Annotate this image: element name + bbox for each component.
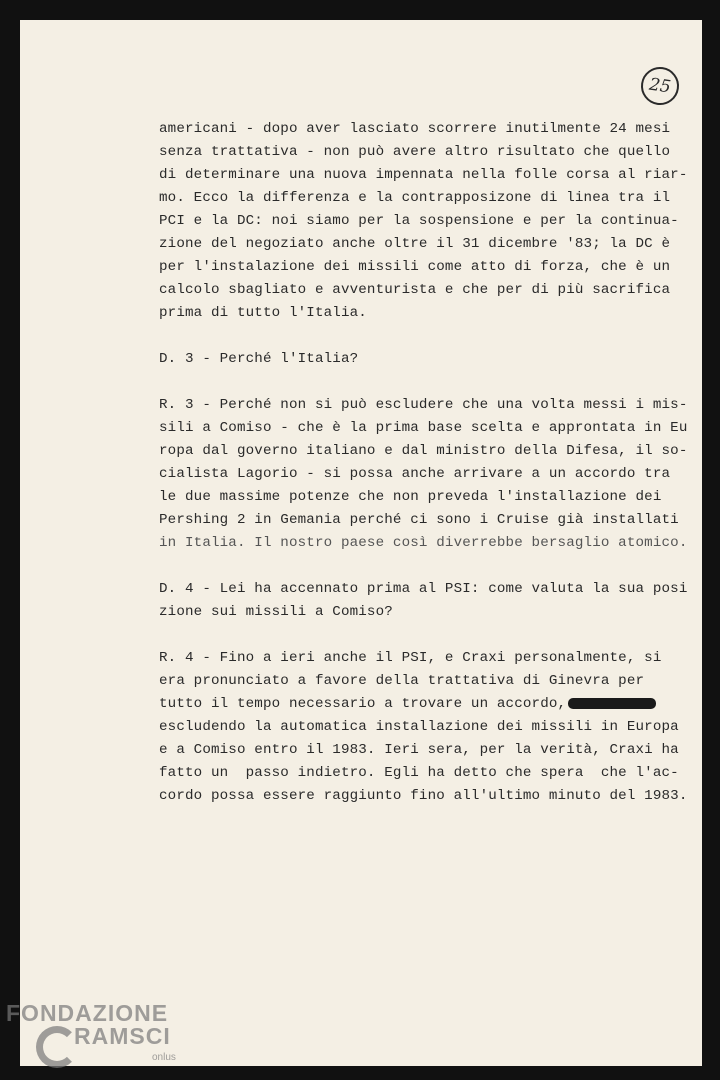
answer-line: sili a Comiso - che è la prima base scelta e approntata in Eu bbox=[159, 420, 688, 436]
text-line: di determinare una nuova impennata nella folle corsa al riar- bbox=[159, 167, 688, 183]
text-line: per l'instalazione dei missili come atto di forza, che è un bbox=[159, 259, 671, 275]
watermark-line1: FONDAZIONE bbox=[6, 1000, 169, 1026]
answer-line: Pershing 2 in Gemania perché ci sono i Cruise già installati bbox=[159, 512, 679, 528]
question-line: D. 3 - Perché l'Italia? bbox=[159, 351, 359, 367]
answer-line: fatto un passo indietro. Egli ha detto che spera che l'ac- bbox=[159, 765, 679, 781]
answer-line: in Italia. Il nostro paese così diverrebbe bersaglio atomico. bbox=[159, 535, 688, 551]
answer-line: cordo possa essere raggiunto fino all'ultimo minuto del 1983. bbox=[159, 788, 688, 804]
answer-line: cialista Lagorio - si possa anche arrivare a un accordo tra bbox=[159, 466, 671, 482]
text-line: senza trattativa - non può avere altro risultato che quello bbox=[159, 144, 671, 160]
typed-text-body bbox=[159, 118, 688, 808]
text-line: calcolo sbagliato e avventurista e che per di più sacrifica bbox=[159, 282, 671, 298]
text-line: mo. Ecco la differenza e la contrapposizone di linea tra il bbox=[159, 190, 671, 206]
answer-line: le due massime potenze che non preveda l'installazione dei bbox=[159, 489, 662, 505]
answer-line-with-redaction bbox=[159, 693, 659, 716]
answer-line: escludendo la automatica installazione dei missili in Europa bbox=[159, 719, 679, 735]
question-line: D. 4 - Lei ha accennato prima al PSI: come valuta la sua posi bbox=[159, 581, 688, 597]
text-line: zione del negoziato anche oltre il 31 dicembre '83; la DC è bbox=[159, 236, 671, 252]
question-line: zione sui missili a Comiso? bbox=[159, 604, 393, 620]
answer-line-text: tutto il tempo necessario a trovare un accordo, bbox=[159, 696, 567, 712]
answer-line: R. 3 - Perché non si può escludere che una volta messi i mis- bbox=[159, 397, 688, 413]
text-line: prima di tutto l'Italia. bbox=[159, 305, 367, 321]
redaction-mark bbox=[568, 698, 656, 709]
page-number: 25 bbox=[639, 65, 682, 108]
text-line: PCI e la DC: noi siamo per la sospensione e per la continua- bbox=[159, 213, 679, 229]
text-line: americani - dopo aver lasciato scorrere inutilmente 24 mesi bbox=[159, 121, 671, 137]
answer-line: ropa dal governo italiano e dal ministro della Difesa, il so- bbox=[159, 443, 688, 459]
watermark-line2: RAMSCI bbox=[74, 1023, 171, 1049]
watermark-g-logo-icon bbox=[36, 1026, 78, 1068]
answer-line: e a Comiso entro il 1983. Ieri sera, per la verità, Craxi ha bbox=[159, 742, 679, 758]
watermark-onlus: onlus bbox=[152, 1052, 176, 1063]
answer-line: era pronunciato a favore della trattativa di Ginevra per bbox=[159, 673, 645, 689]
fondazione-gramsci-watermark bbox=[4, 1000, 194, 1076]
document-page bbox=[20, 20, 702, 1066]
answer-line: R. 4 - Fino a ieri anche il PSI, e Craxi personalmente, si bbox=[159, 650, 662, 666]
